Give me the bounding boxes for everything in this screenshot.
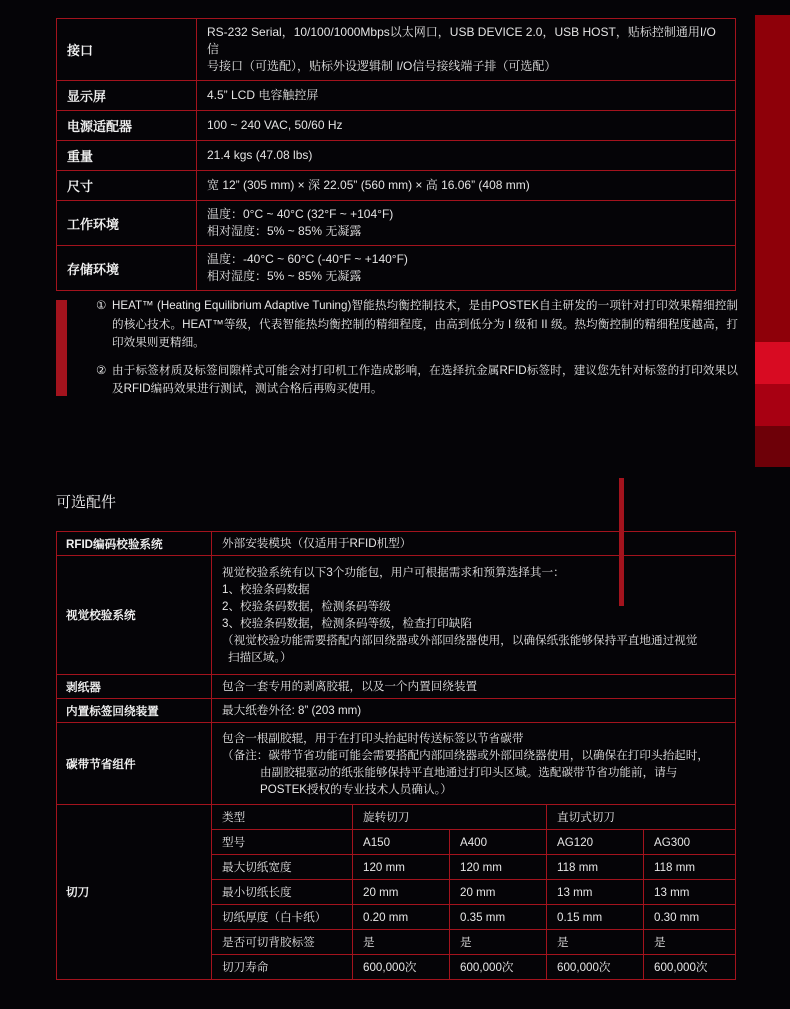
table-row — [57, 675, 736, 699]
spec-label: 存储环境 — [57, 246, 197, 291]
accessory-value: 包含一根副胶辊，用于在打印头抬起时传送标签以节省碳带 （备注：碳带节省功能可能会需要搭配内部回绕器或外部回绕器使用，以确保在打印头抬起时， 由副胶辊驱动的纸张能够保持平直地通过打印头区域。选配碳带节省功能前，请与 POSTEK授权的专业技术人员确认。） — [212, 723, 736, 805]
footnote-number: ① — [96, 299, 107, 312]
spec-table — [56, 18, 736, 291]
table-cell: AG300 — [644, 830, 736, 855]
table-cell: 120 mm — [353, 855, 450, 880]
table-cell: 0.30 mm — [644, 905, 736, 930]
table-row — [212, 805, 735, 830]
spec-value: RS-232 Serial，10/100/1000Mbps以太网口，USB DEVICE 2.0，USB HOST，贴标控制通用I/O信 号接口（可选配），贴标外设逻辑制 I/O信号接线端子排（可选配） — [197, 19, 736, 81]
table-row — [212, 955, 735, 980]
table-row — [57, 111, 736, 141]
table-cell: 最小切纸长度 — [212, 880, 353, 905]
spec-label: 电源适配器 — [57, 111, 197, 141]
table-cell: 是 — [547, 930, 644, 955]
table-row — [212, 855, 735, 880]
table-cell: A400 — [450, 830, 547, 855]
spec-value: 温度：0°C ~ 40°C (32°F ~ +104°F) 相对湿度：5% ~ 85% 无凝露 — [197, 201, 736, 246]
section-title: 可选配件 — [56, 494, 117, 511]
table-cell: 13 mm — [644, 880, 736, 905]
footnote-text: 由于标签材质及标签间隙样式可能会对打印机工作造成影响，在选择抗金属RFID标签时，建议您先针对标签的打印效果以及RFID编码效果进行测试，测试合格后再购买使用。 — [112, 363, 738, 395]
accessory-label: 视觉校验系统 — [57, 556, 212, 675]
table-row — [57, 805, 736, 980]
side-accent-bar-lower — [755, 384, 790, 426]
table-cell: 0.15 mm — [547, 905, 644, 930]
footnote-text: HEAT™ (Heating Equilibrium Adaptive Tuning)智能热均衡控制技术，是由POSTEK自主研发的一项针对打印效果精细控制的核心技术。HEAT™等级，代表智能热均衡控制的精细程度，由高到低分为 I 级和 II 级。热均衡控制的精细程度越高，打印效果则更精细。 — [112, 299, 738, 349]
table-cell: 600,000次 — [353, 955, 450, 980]
table-cell: 0.35 mm — [450, 905, 547, 930]
accessories-table — [56, 531, 736, 980]
spec-value: 温度：-40°C ~ 60°C (-40°F ~ +140°F) 相对湿度：5% ~ 85% 无凝露 — [197, 246, 736, 291]
spec-label: 尺寸 — [57, 171, 197, 201]
table-cell: 0.20 mm — [353, 905, 450, 930]
table-row — [212, 905, 735, 930]
table-cell: 型号 — [212, 830, 353, 855]
table-cell: 118 mm — [547, 855, 644, 880]
table-cell: 13 mm — [547, 880, 644, 905]
table-row — [57, 19, 736, 81]
table-cell: 切纸厚度（白卡纸） — [212, 905, 353, 930]
spec-value: 4.5” LCD 电容触控屏 — [197, 81, 736, 111]
cutter-spec-cell — [212, 805, 736, 980]
notes-accent-bar — [56, 300, 67, 396]
cutter-header-guillotine: 直切式切刀 — [547, 805, 736, 830]
table-cell: 是 — [353, 930, 450, 955]
cutter-header-type: 类型 — [212, 805, 353, 830]
footnote-number: ② — [96, 363, 107, 377]
accessory-label: 切刀 — [57, 805, 212, 980]
table-cell: 600,000次 — [644, 955, 736, 980]
spec-label: 工作环境 — [57, 201, 197, 246]
table-cell: A150 — [353, 830, 450, 855]
accessory-value: 视觉校验系统有以下3个功能包，用户可根据需求和预算选择其一： 1、校验条码数据 2、校验条码数据，检测条码等级 3、校验条码数据，检测条码等级，检查打印缺陷 （视觉校验功能需要搭配内部回绕器或外部回绕器使用，以确保纸张能够保持平直地通过视觉 扫描区域。） — [212, 556, 736, 675]
table-row — [57, 81, 736, 111]
table-cell: AG120 — [547, 830, 644, 855]
table-cell: 118 mm — [644, 855, 736, 880]
spec-value: 21.4 kgs (47.08 lbs) — [197, 141, 736, 171]
table-row — [57, 532, 736, 556]
table-row — [212, 930, 735, 955]
side-accent-bar-bottom — [755, 426, 790, 467]
table-cell: 20 mm — [450, 880, 547, 905]
side-accent-bar-highlight — [755, 342, 790, 384]
cutter-header-rotary: 旋转切刀 — [353, 805, 547, 830]
accessory-label: 内置标签回绕装置 — [57, 699, 212, 723]
accessory-label: RFID编码校验系统 — [57, 532, 212, 556]
accessory-value: 最大纸卷外径: 8” (203 mm) — [212, 699, 736, 723]
spec-label: 显示屏 — [57, 81, 197, 111]
table-row — [57, 246, 736, 291]
cutter-spec-table — [212, 805, 735, 979]
footnotes — [96, 297, 738, 408]
footnote — [96, 362, 738, 399]
table-cell: 20 mm — [353, 880, 450, 905]
table-cell: 120 mm — [450, 855, 547, 880]
table-row — [57, 171, 736, 201]
accessory-label: 剥纸器 — [57, 675, 212, 699]
spec-label: 重量 — [57, 141, 197, 171]
table-row — [212, 880, 735, 905]
table-cell: 是 — [644, 930, 736, 955]
table-cell: 600,000次 — [547, 955, 644, 980]
spec-value: 宽 12” (305 mm) × 深 22.05” (560 mm) × 高 16.06” (408 mm) — [197, 171, 736, 201]
spec-label: 接口 — [57, 19, 197, 81]
table-row — [57, 723, 736, 805]
table-row — [57, 141, 736, 171]
table-row — [57, 201, 736, 246]
side-accent-bar — [755, 15, 790, 342]
footnote — [96, 297, 738, 353]
table-row — [212, 830, 735, 855]
accessory-value: 包含一套专用的剥离胶辊，以及一个内置回绕装置 — [212, 675, 736, 699]
accessory-value: 外部安装模块（仅适用于RFID机型） — [212, 532, 736, 556]
table-row — [57, 556, 736, 675]
table-cell: 是否可切背胶标签 — [212, 930, 353, 955]
accessory-label: 碳带节省组件 — [57, 723, 212, 805]
spec-value: 100 ~ 240 VAC, 50/60 Hz — [197, 111, 736, 141]
table-cell: 是 — [450, 930, 547, 955]
table-cell: 最大切纸宽度 — [212, 855, 353, 880]
table-cell: 600,000次 — [450, 955, 547, 980]
table-row — [57, 699, 736, 723]
table-cell: 切刀寿命 — [212, 955, 353, 980]
